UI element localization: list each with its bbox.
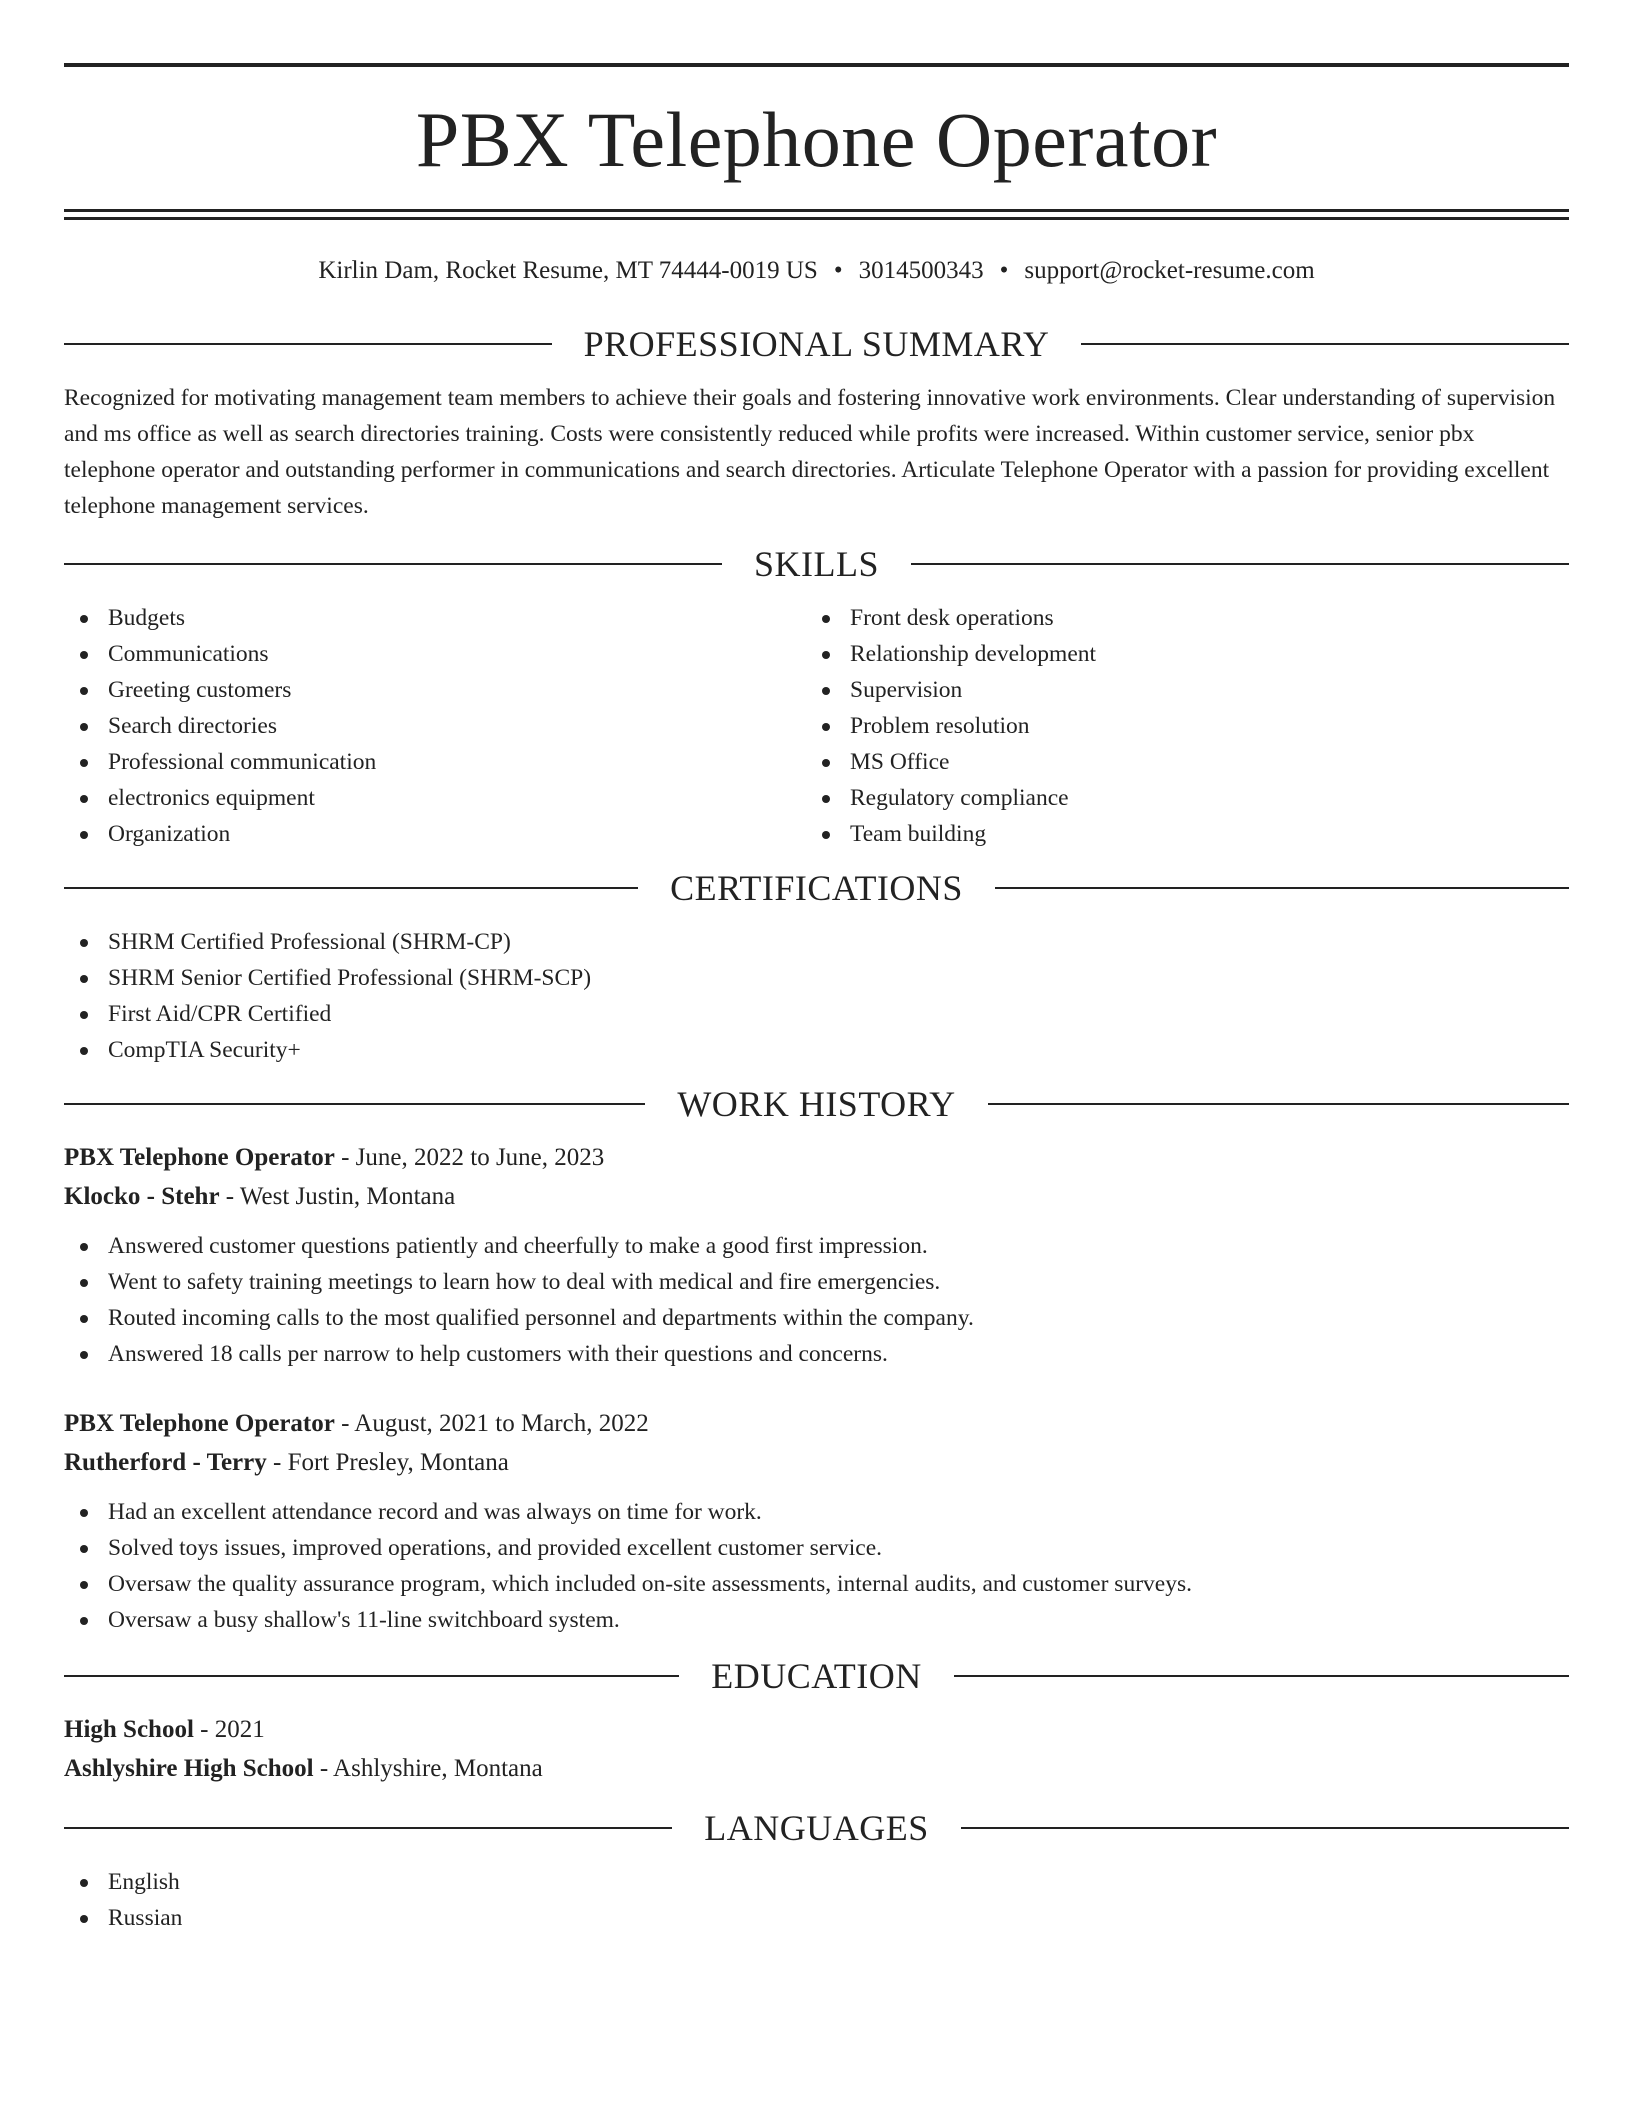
education-school: Ashlyshire High School <box>64 1755 314 1782</box>
skills-columns <box>64 600 1569 852</box>
languages-list <box>64 1864 1569 1936</box>
skill-item: Front desk operations <box>806 600 1548 636</box>
education-degree-line <box>64 1710 1569 1749</box>
skill-item: Team building <box>806 816 1548 852</box>
skill-item: electronics equipment <box>64 780 806 816</box>
heading-rule <box>64 887 638 889</box>
job-title: PBX Telephone Operator <box>64 1410 335 1437</box>
skill-item: Regulatory compliance <box>806 780 1548 816</box>
section-title: LANGUAGES <box>704 1808 929 1848</box>
skills-list-right <box>806 600 1548 852</box>
job-entry <box>64 1138 1569 1372</box>
certification-item: First Aid/CPR Certified <box>64 996 1569 1032</box>
job-location: - Fort Presley, Montana <box>266 1449 509 1476</box>
contact-separator: • <box>999 257 1009 284</box>
summary-text: Recognized for motivating management team members to achieve their goals and fostering innovative work environments. Clear understanding of supervision and ms office as well as search directories training. Costs were consistently reduced while profits were increased. Within customer service, senior pbx telephone operator and outstanding performer in communications and search directories. Articulate Telephone Operator with a passion for providing excellent telephone management services. <box>64 385 1556 519</box>
heading-rule <box>1081 343 1569 345</box>
contact-separator: • <box>833 257 843 284</box>
heading-rule <box>961 1827 1569 1829</box>
job-bullet: Had an excellent attendance record and was always on time for work. <box>64 1494 1569 1530</box>
contact-phone: 3014500343 <box>858 257 984 284</box>
heading-rule <box>988 1103 1569 1105</box>
section-education-heading <box>64 1654 1569 1698</box>
section-title: PROFESSIONAL SUMMARY <box>583 324 1050 364</box>
heading-rule <box>64 1827 672 1829</box>
job-entry <box>64 1404 1569 1638</box>
resume-page <box>64 63 1569 1936</box>
certification-item: CompTIA Security+ <box>64 1032 1569 1068</box>
job-company-line <box>64 1443 1569 1482</box>
section-languages-heading <box>64 1806 1569 1850</box>
job-bullets <box>64 1494 1569 1638</box>
skill-item: Budgets <box>64 600 806 636</box>
job-company-line <box>64 1177 1569 1216</box>
section-title: EDUCATION <box>711 1656 922 1696</box>
header-double-rule <box>64 209 1569 220</box>
certification-item: SHRM Senior Certified Professional (SHRM-SCP) <box>64 960 1569 996</box>
language-item: English <box>64 1864 1569 1900</box>
section-title: CERTIFICATIONS <box>670 868 963 908</box>
job-bullet: Routed incoming calls to the most qualified personnel and departments within the company. <box>64 1300 1569 1336</box>
section-summary-heading <box>64 322 1569 366</box>
education-year: - 2021 <box>193 1716 265 1743</box>
job-location: - West Justin, Montana <box>219 1183 456 1210</box>
heading-rule <box>995 887 1569 889</box>
resume-title: PBX Telephone Operator <box>415 96 1218 183</box>
skill-item: Organization <box>64 816 806 852</box>
job-dates: - August, 2021 to March, 2022 <box>334 1410 649 1437</box>
skill-item: Supervision <box>806 672 1548 708</box>
skill-item: Professional communication <box>64 744 806 780</box>
contact-address: Kirlin Dam, Rocket Resume, MT 74444-0019 US <box>318 257 818 284</box>
language-item: Russian <box>64 1900 1569 1936</box>
job-bullet: Answered 18 calls per narrow to help customers with their questions and concerns. <box>64 1336 1569 1372</box>
education-entry <box>64 1710 1569 1788</box>
header-top-rule <box>64 63 1569 67</box>
job-bullet: Went to safety training meetings to learn how to deal with medical and fire emergencies. <box>64 1264 1569 1300</box>
certification-item: SHRM Certified Professional (SHRM-CP) <box>64 924 1569 960</box>
job-bullets <box>64 1228 1569 1372</box>
job-bullet: Oversaw a busy shallow's 11-line switchboard system. <box>64 1602 1569 1638</box>
job-title-line <box>64 1404 1569 1443</box>
job-title-line <box>64 1138 1569 1177</box>
job-bullet: Oversaw the quality assurance program, which included on-site assessments, internal audits, and customer surveys. <box>64 1566 1569 1602</box>
job-title: PBX Telephone Operator <box>64 1144 335 1171</box>
job-company: Rutherford - Terry <box>64 1449 267 1476</box>
skill-item: MS Office <box>806 744 1548 780</box>
job-company: Klocko - Stehr <box>64 1183 220 1210</box>
skill-item: Search directories <box>64 708 806 744</box>
heading-rule <box>911 563 1569 565</box>
skill-item: Greeting customers <box>64 672 806 708</box>
skills-list-left <box>64 600 806 852</box>
heading-rule <box>954 1675 1569 1677</box>
contact-line <box>64 256 1569 286</box>
job-bullet: Answered customer questions patiently and cheerfully to make a good first impression. <box>64 1228 1569 1264</box>
contact-email: support@rocket-resume.com <box>1024 257 1315 284</box>
section-title: SKILLS <box>754 544 880 584</box>
certifications-list <box>64 924 1569 1068</box>
job-dates: - June, 2022 to June, 2023 <box>334 1144 605 1171</box>
education-school-line <box>64 1749 1569 1788</box>
skill-item: Relationship development <box>806 636 1548 672</box>
heading-rule <box>64 1675 679 1677</box>
heading-rule <box>64 1103 645 1105</box>
education-location: - Ashlyshire, Montana <box>313 1755 543 1782</box>
section-certifications-heading <box>64 866 1569 910</box>
job-bullet: Solved toys issues, improved operations, and provided excellent customer service. <box>64 1530 1569 1566</box>
skill-item: Communications <box>64 636 806 672</box>
heading-rule <box>64 343 552 345</box>
section-skills-heading <box>64 542 1569 586</box>
heading-rule <box>64 563 722 565</box>
section-work-heading <box>64 1082 1569 1126</box>
skill-item: Problem resolution <box>806 708 1548 744</box>
education-degree: High School <box>64 1716 194 1743</box>
section-title: WORK HISTORY <box>677 1084 956 1124</box>
